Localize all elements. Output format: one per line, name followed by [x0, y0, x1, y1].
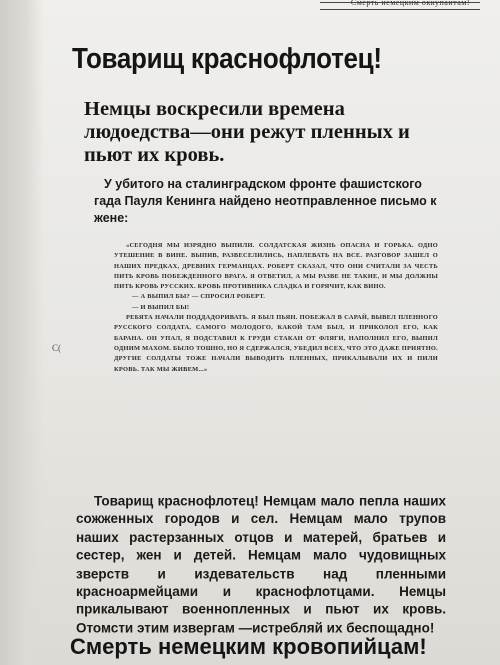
leaflet-sheet [62, 26, 454, 665]
leaflet-subheading: Немцы воскресили времена людоедства—они режут пленных и пьют их кровь. [84, 98, 410, 166]
page-shadow-edge [0, 0, 44, 665]
margin-annotation: С( [52, 343, 61, 353]
top-banner: Смерть немецким оккупантам! [350, 0, 470, 7]
leaflet-title: Товарищ краснофлотец! [72, 41, 382, 75]
letter-paragraph: РЕБЯТА НАЧАЛИ ПОДДАДОРИВАТЬ. Я БЫЛ ПЬЯН. ПОБЕЖАЛ В САРАЙ, ВЫВЕЛ ПЛЕННОГО РУССКОГО СОЛДАТА, САМОГО МОЛОДОГО, КАКОЙ ТАМ БЫЛ, И ПРИКОЛОЛ ЕГО, КАК БАРАНА. ОН УПАЛ, Я ПОДСТАВИЛ К ГРУДИ СТАКАН ОТ ФЛЯГИ, НАПОЛНИЛ ЕГО, ВЫПИЛ ОДНИМ МАХОМ. БЫЛО ТОШНО, НО Я СДЕРЖАЛСЯ, УБЕДИЛ ВСЕХ, ЧТО ЭТО ДАЖЕ ПРИЯТНО. ДРУГИЕ СОЛДАТЫ ТОЖЕ НАЧАЛИ ВЫВОДИТЬ ПЛЕННЫХ, ПРИКАЛЫВАЛИ ИХ И ПИЛИ КРОВЬ. ТАК МЫ ЖИВЕМ...» [114, 314, 438, 373]
letter-paragraph: — И ВЫПИЛ БЫ! [132, 303, 190, 311]
leaflet-lead: У убитого на сталинградском фронте фашистского гада Пауля Кенинга найдено неотправленное письмо к жене: [94, 177, 437, 225]
letter-paragraph: «СЕГОДНЯ МЫ ИЗРЯДНО ВЫПИЛИ. СОЛДАТСКАЯ ЖИЗНЬ ОПАСНА И ГОРЬКА. ОДНО УТЕШЕНИЕ В ВИНЕ. ВЫПИВ, РАЗВЕСЕЛИЛИСЬ, НАПЛЕВАТЬ НА ВСЕ. РАЗГОВОР ЗАШЕЛ О НАШИХ ПРЕДКАХ, ДРЕВНИХ ГЕРМАНЦАХ. РОБЕРТ СКАЗАЛ, ЧТО ОНИ СЧИТАЛИ ЗА ЧЕСТЬ ПИТЬ КРОВЬ ПОБЕЖДЕННОГО ВРАГА. Я ОТВЕТИЛ, А МЫ РАЗВЕ НЕ ТАКИЕ, И МЫ ДОЛЖНЫ ПИТЬ КРОВЬ РУССКИХ. КРОВЬ ПРОТИВНИКА СЛАДКА И ГОРЯЧИТ, КАК ВИНО. [114, 242, 438, 291]
letter-paragraph: — А ВЫПИЛ БЫ? — СПРОСИЛ РОБЕРТ. [132, 293, 266, 301]
leaflet-slogan: Смерть немецким кровопийцам! [70, 634, 427, 659]
quoted-letter [114, 241, 438, 375]
appeal-paragraph: Товарищ краснофлотец! Немцам мало пепла наших сожженных городов и сел. Немцам мало трупов наших растерзанных отцов и матерей, братьев и сестер, жен и детей. Немцам мало чудовищных зверств и издевательств над пленными красноармейцами и краснофлотцами. Немцы прикалывают военнопленных и пьют их кровь. Отомсти этим извергам —истребляй их беспощадно! [76, 493, 446, 636]
